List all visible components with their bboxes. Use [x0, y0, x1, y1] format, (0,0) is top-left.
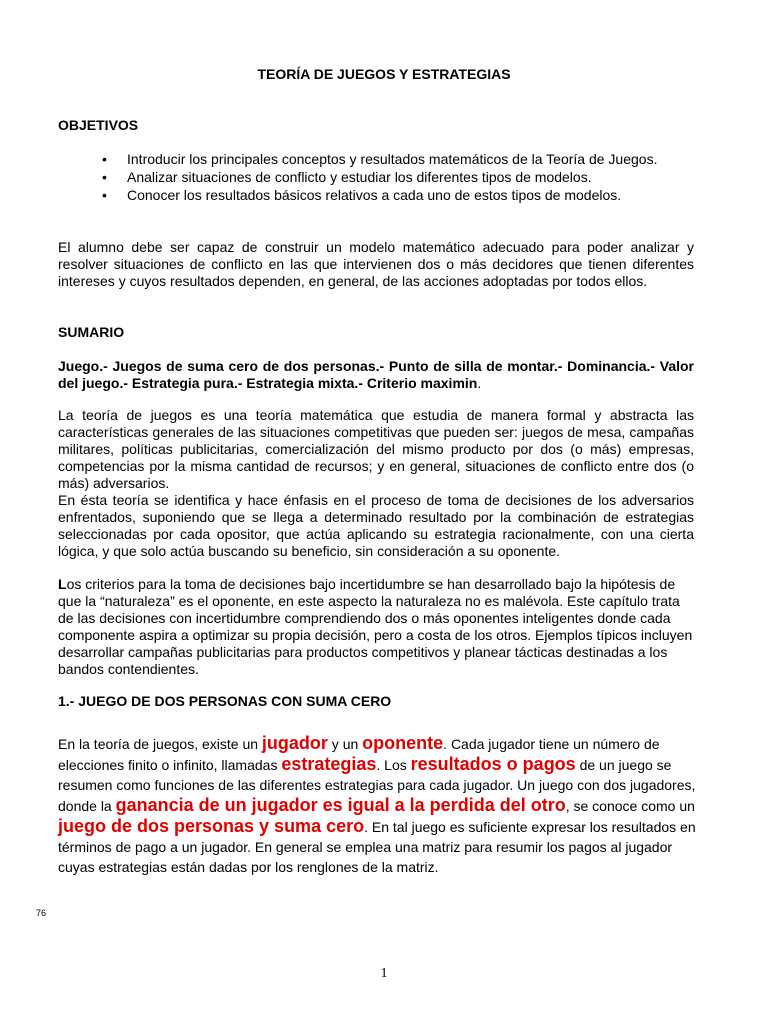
text-run: . Los [376, 757, 411, 773]
list-item [104, 169, 694, 186]
footnote-mark: 76 [36, 908, 47, 918]
section-1-heading: 1.- JUEGO DE DOS PERSONAS CON SUMA CERO [58, 693, 392, 709]
sumario-paragraph-1: La teoría de juegos es una teoría matemática que estudia de manera formal y abstracta las características generales de las situaciones competitivas que pueden ser: juegos de mesa, campañas militares, políticas publicitarias, comercialización del mismo producto por dos (o más) empresas, competencias por la misma cantidad de recursos; y en general, situaciones de conflicto entre dos (o más) adversarios. [58, 407, 694, 491]
text-run: , se conoce como un [565, 798, 695, 814]
sumario-heading: SUMARIO [58, 324, 125, 340]
highlight-term: juego de dos personas y suma cero [58, 816, 365, 836]
text-run: . Cada jugador tiene un número de elecciones finito o infinito, llamadas [58, 736, 660, 773]
text-run: . En tal juego es suficiente expresar los resultados en términos de pago a un jugador. En general se emplea una matriz para resumir los pagos al jugador cuyas estrategias están dadas por los renglones de la matriz. [58, 819, 696, 875]
highlight-term: jugador [261, 733, 328, 753]
objetivos-list [104, 151, 694, 205]
sumario-paragraph-2: En ésta teoría se identifica y hace énfasis en el proceso de toma de decisiones de los adversarios enfrentados, suponiendo que se llega a determinado resultado por la combinación de estrategias seleccionadas por cada opositor, que actúa aplicando su estrategia racionalmente, con una cierta lógica, y que solo actúa buscando su beneficio, sin consideración a su oponente. [58, 492, 694, 559]
page-number: 1 [380, 966, 388, 981]
text-run: de un juego se resumen como funciones de las diferentes estrategias para cada jugador. Un juego con dos jugadores, donde la [58, 757, 696, 814]
highlight-term: resultados o pagos [410, 754, 576, 774]
sumario-topics-text: Juego.- Juegos de suma cero de dos personas.- Punto de silla de montar.- Dominancia.- Valor del juego.- Estrategia pura.- Estrategia mixta.- Criterio maximin [58, 358, 694, 391]
sumario-topics-end: . [477, 375, 482, 391]
list-item [104, 151, 694, 168]
bullet-icon: • [102, 187, 107, 203]
list-item-text: Analizar situaciones de conflicto y estudiar los diferentes tipos de modelos. [127, 169, 592, 185]
highlight-term: ganancia de un jugador es igual a la perdida del otro [115, 795, 566, 815]
list-item-text: Introducir los principales conceptos y resultados matemáticos de la Teoría de Juegos. [127, 151, 658, 167]
document-title: TEORÍA DE JUEGOS Y ESTRATEGIAS [257, 66, 511, 82]
bullet-icon: • [102, 169, 107, 185]
objetivos-heading: OBJETIVOS [58, 117, 139, 133]
section-1-paragraph [58, 733, 698, 877]
list-item [104, 187, 694, 204]
sumario-paragraph-3-text: os criterios para la toma de decisiones bajo incertidumbre se han desarrollado bajo la hipótesis de que la “naturaleza” es el oponente, en este aspecto la naturaleza no es malévola. Este capítulo trata de las decisiones con incertidumbre comprendiendo dos o más oponentes inteligentes donde cada componente aspira a optimizar su propia decisión, pero a costa de los otros. Ejemplos típicos incluyen desarrollar campañas publicitarias para productos competitivos y planear tácticas destinadas a los bandos contendientes. [58, 576, 693, 677]
objetivos-paragraph: El alumno debe ser capaz de construir un modelo matemático adecuado para poder analizar y resolver situaciones de conflicto en las que intervienen dos o más decidores que tienen diferentes intereses y cuyos resultados dependen, en general, de las acciones adoptadas por todos ellos. [58, 239, 694, 289]
bullet-icon: • [102, 151, 107, 167]
text-run: En la teoría de juegos, existe un [58, 736, 262, 752]
text-run: y un [327, 736, 363, 752]
highlight-term: oponente [362, 733, 444, 753]
highlight-term: estrategias [281, 754, 377, 774]
drop-initial: L [58, 576, 67, 592]
sumario-topics [58, 358, 694, 392]
list-item-text: Conocer los resultados básicos relativos a cada uno de estos tipos de modelos. [127, 187, 622, 203]
sumario-paragraph-3 [58, 576, 694, 678]
